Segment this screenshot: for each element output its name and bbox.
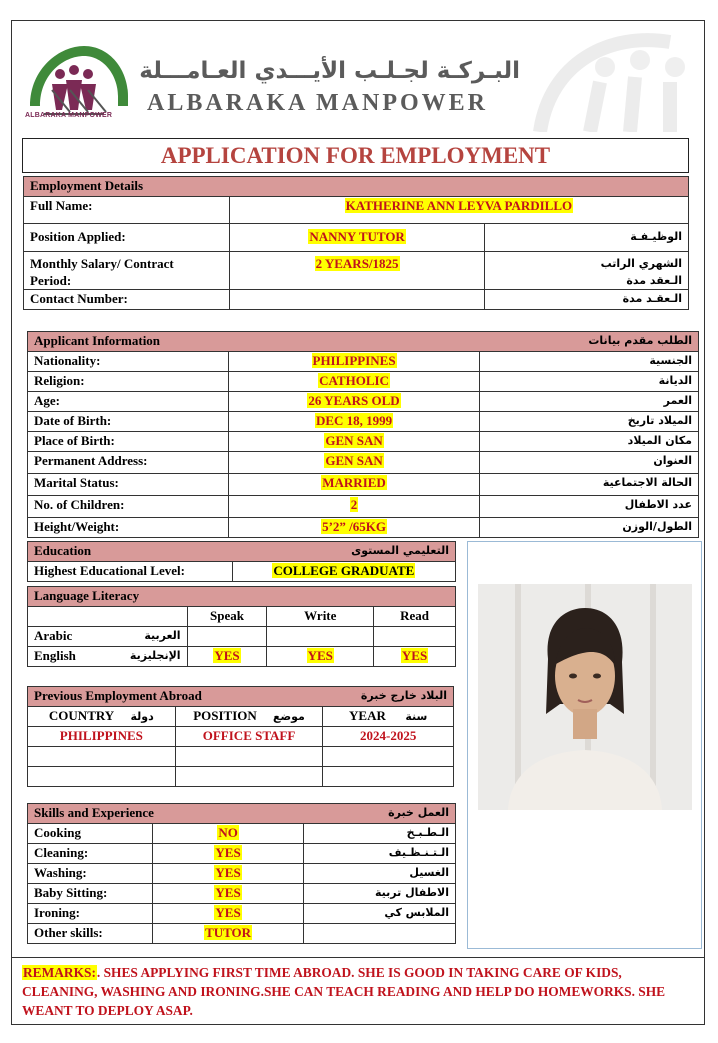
previous-position bbox=[175, 747, 323, 767]
skill-label-arabic: الملابس كي bbox=[304, 904, 456, 924]
col-country: COUNTRY bbox=[48, 708, 115, 723]
language-section-title: Language Literacy bbox=[28, 587, 456, 607]
applicant-row bbox=[28, 518, 699, 538]
employment-details-table bbox=[23, 176, 689, 310]
education-section-title: Education bbox=[34, 543, 92, 558]
skill-label-arabic bbox=[304, 924, 456, 944]
language-write-value-cell bbox=[267, 627, 374, 647]
applicant-row bbox=[28, 392, 699, 412]
applicant-field-value: 26 YEARS OLD bbox=[308, 393, 400, 408]
remarks-label: REMARKS: bbox=[23, 965, 96, 980]
applicant-field-value-cell bbox=[228, 474, 480, 496]
skill-label: Other skills: bbox=[28, 924, 153, 944]
language-write-value: YES bbox=[307, 648, 333, 663]
education-level-label: Highest Educational Level: bbox=[28, 562, 233, 582]
previous-country bbox=[28, 767, 176, 787]
language-speak-value-cell bbox=[187, 647, 267, 667]
skill-row bbox=[28, 924, 456, 944]
previous-employment-row bbox=[28, 747, 454, 767]
employment-section-title: Employment Details bbox=[24, 177, 689, 197]
position-label-arabic: الوظيـفـة bbox=[485, 224, 689, 252]
applicant-field-value-cell bbox=[228, 518, 480, 538]
applicant-field-label-arabic: عدد الاطفال bbox=[480, 496, 699, 518]
applicant-field-value-cell bbox=[228, 412, 480, 432]
applicant-field-value-cell bbox=[228, 352, 480, 372]
applicant-field-label-arabic: العنوان bbox=[480, 452, 699, 474]
applicant-field-label: Nationality: bbox=[28, 352, 229, 372]
previous-year bbox=[323, 747, 454, 767]
applicant-field-label: No. of Children: bbox=[28, 496, 229, 518]
skills-table bbox=[27, 803, 456, 944]
skill-label-arabic: الاطفال تربية bbox=[304, 884, 456, 904]
language-read-value-cell bbox=[374, 627, 456, 647]
previous-employment-row bbox=[28, 767, 454, 787]
skill-label-arabic: الغسيل bbox=[304, 864, 456, 884]
applicant-row bbox=[28, 432, 699, 452]
previous-employment-table bbox=[27, 686, 454, 787]
applicant-photo bbox=[478, 584, 692, 810]
applicant-field-label-arabic: العمر bbox=[480, 392, 699, 412]
contact-label: Contact Number: bbox=[24, 290, 230, 310]
full-name-value: KATHERINE ANN LEYVA PARDILLO bbox=[345, 198, 573, 213]
salary-label-period: Period: bbox=[30, 273, 72, 288]
applicant-row bbox=[28, 474, 699, 496]
salary-value: 2 YEARS/1825 bbox=[315, 256, 399, 271]
contact-label-arabic: الـعقـد مدة bbox=[485, 290, 689, 310]
skill-value: YES bbox=[215, 865, 241, 880]
applicant-field-label: Religion: bbox=[28, 372, 229, 392]
applicant-field-label-arabic: الطول/الوزن bbox=[480, 518, 699, 538]
applicant-field-label-arabic: الميلاد تاريخ bbox=[480, 412, 699, 432]
skill-label: Cleaning: bbox=[28, 844, 153, 864]
language-write-value-cell bbox=[267, 647, 374, 667]
language-literacy-table bbox=[27, 586, 456, 667]
skill-value-cell bbox=[152, 844, 304, 864]
skill-value-cell bbox=[152, 924, 304, 944]
position-value: NANNY TUTOR bbox=[309, 229, 405, 244]
language-speak-value: YES bbox=[214, 648, 240, 663]
applicant-field-value-cell bbox=[228, 452, 480, 474]
salary-label-arabic: الشهري الراتب bbox=[600, 257, 682, 270]
education-level-value: COLLEGE GRADUATE bbox=[273, 563, 415, 578]
skill-value-cell bbox=[152, 884, 304, 904]
language-row bbox=[28, 627, 456, 647]
applicant-row bbox=[28, 412, 699, 432]
skill-row bbox=[28, 884, 456, 904]
skill-label-arabic: الـطـبـخ bbox=[304, 824, 456, 844]
remarks-text: . SHES APPLYING FIRST TIME ABROAD. SHE IS GOOD IN TAKING CARE OF KIDS, CLEANING, WASHING AND IRONING.SHE CAN TEACH READING AND HELP DO HOMEWORKS. SHE WEANT TO DEPLOY ASAP. bbox=[22, 965, 666, 1018]
col-position: POSITION bbox=[193, 708, 257, 723]
skill-value-cell bbox=[152, 904, 304, 924]
skill-label: Ironing: bbox=[28, 904, 153, 924]
applicant-row bbox=[28, 372, 699, 392]
applicant-field-value: 5’2” /65KG bbox=[322, 519, 386, 534]
logo-caption: ALBARAKA MANPOWER bbox=[25, 112, 113, 119]
education-section-title-arabic: التعليمي المستوى bbox=[351, 544, 449, 557]
previous-year bbox=[323, 767, 454, 787]
previous-employment-row bbox=[28, 727, 454, 747]
language-name: Arabic bbox=[34, 628, 73, 643]
skill-row bbox=[28, 864, 456, 884]
previous-country: PHILIPPINES bbox=[28, 727, 176, 747]
previous-position: OFFICE STAFF bbox=[175, 727, 323, 747]
applicant-field-label: Age: bbox=[28, 392, 229, 412]
applicant-section-title: Applicant Information bbox=[34, 333, 161, 348]
applicant-field-value: GEN SAN bbox=[325, 433, 383, 448]
col-year: YEAR bbox=[349, 708, 386, 723]
position-label: Position Applied: bbox=[24, 224, 230, 252]
language-name-arabic: الإنجليزية bbox=[129, 649, 181, 662]
salary-label: Monthly Salary/ Contract bbox=[30, 256, 174, 271]
education-table bbox=[27, 541, 456, 582]
applicant-field-value-cell bbox=[228, 392, 480, 412]
skill-value: NO bbox=[218, 825, 238, 840]
brand-name-arabic: البـركـة لجـلـب الأيـــدي العـامـــلة bbox=[139, 58, 520, 84]
applicant-section-title-arabic: الطلب مقدم بيانات bbox=[588, 334, 692, 347]
language-col-speak: Speak bbox=[187, 607, 267, 627]
skill-value: YES bbox=[215, 905, 241, 920]
applicant-field-value: DEC 18, 1999 bbox=[315, 413, 393, 428]
applicant-field-value: GEN SAN bbox=[325, 453, 383, 468]
applicant-row bbox=[28, 352, 699, 372]
form-title: APPLICATION FOR EMPLOYMENT bbox=[22, 138, 689, 173]
applicant-field-value: PHILIPPINES bbox=[312, 353, 396, 368]
applicant-field-value-cell bbox=[228, 496, 480, 518]
photo-frame bbox=[467, 541, 702, 949]
skill-label: Washing: bbox=[28, 864, 153, 884]
language-col-read: Read bbox=[374, 607, 456, 627]
applicant-field-label: Permanent Address: bbox=[28, 452, 229, 474]
language-col-write: Write bbox=[267, 607, 374, 627]
col-position-arabic: موضع bbox=[273, 710, 305, 723]
applicant-field-label-arabic: الجنسية bbox=[480, 352, 699, 372]
brand-name-english: ALBARAKA MANPOWER bbox=[147, 90, 489, 116]
skill-label-arabic: الـتـنـظـيف bbox=[304, 844, 456, 864]
language-name-arabic: العربية bbox=[144, 629, 181, 642]
skill-row bbox=[28, 844, 456, 864]
applicant-info-table bbox=[27, 331, 699, 538]
skill-row bbox=[28, 824, 456, 844]
language-name-cell bbox=[28, 627, 188, 647]
language-speak-value-cell bbox=[187, 627, 267, 647]
previous-position bbox=[175, 767, 323, 787]
skill-label: Cooking bbox=[28, 824, 153, 844]
previous-year: 2024-2025 bbox=[323, 727, 454, 747]
language-name: English bbox=[34, 648, 76, 663]
applicant-row bbox=[28, 452, 699, 474]
skill-value: TUTOR bbox=[205, 925, 252, 940]
col-year-arabic: سنة bbox=[405, 710, 428, 723]
skills-section-title: Skills and Experience bbox=[34, 805, 154, 820]
col-country-arabic: دولة bbox=[130, 710, 154, 723]
applicant-field-value: CATHOLIC bbox=[319, 373, 389, 388]
language-read-value: YES bbox=[401, 648, 428, 663]
applicant-field-label: Place of Birth: bbox=[28, 432, 229, 452]
skill-value-cell bbox=[152, 824, 304, 844]
applicant-field-label-arabic: الديانة bbox=[480, 372, 699, 392]
applicant-field-label: Date of Birth: bbox=[28, 412, 229, 432]
skills-section-title-arabic: العمل خبرة bbox=[388, 806, 449, 819]
contract-label-arabic: الـعقد مدة bbox=[626, 274, 682, 287]
applicant-field-label: Height/Weight: bbox=[28, 518, 229, 538]
previous-country bbox=[28, 747, 176, 767]
previous-section-title: Previous Employment Abroad bbox=[34, 688, 202, 703]
applicant-field-value-cell bbox=[228, 372, 480, 392]
applicant-field-label-arabic: الحالة الاجتماعية bbox=[480, 474, 699, 496]
applicant-field-value: MARRIED bbox=[322, 475, 386, 490]
applicant-field-value-cell bbox=[228, 432, 480, 452]
applicant-field-label-arabic: مكان الميلاد bbox=[480, 432, 699, 452]
skill-label: Baby Sitting: bbox=[28, 884, 153, 904]
language-name-cell bbox=[28, 647, 188, 667]
full-name-label: Full Name: bbox=[24, 197, 230, 224]
skill-value: YES bbox=[215, 885, 241, 900]
applicant-field-label: Marital Status: bbox=[28, 474, 229, 496]
applicant-field-value: 2 bbox=[350, 497, 358, 512]
skill-row bbox=[28, 904, 456, 924]
contact-value bbox=[229, 290, 485, 310]
skill-value-cell bbox=[152, 864, 304, 884]
remarks-box bbox=[12, 957, 704, 1023]
applicant-row bbox=[28, 496, 699, 518]
skill-value: YES bbox=[215, 845, 241, 860]
previous-section-title-arabic: البلاد خارج خبرة bbox=[360, 689, 447, 702]
language-read-value-cell bbox=[374, 647, 456, 667]
language-row bbox=[28, 647, 456, 667]
watermark-graphic bbox=[530, 22, 705, 132]
